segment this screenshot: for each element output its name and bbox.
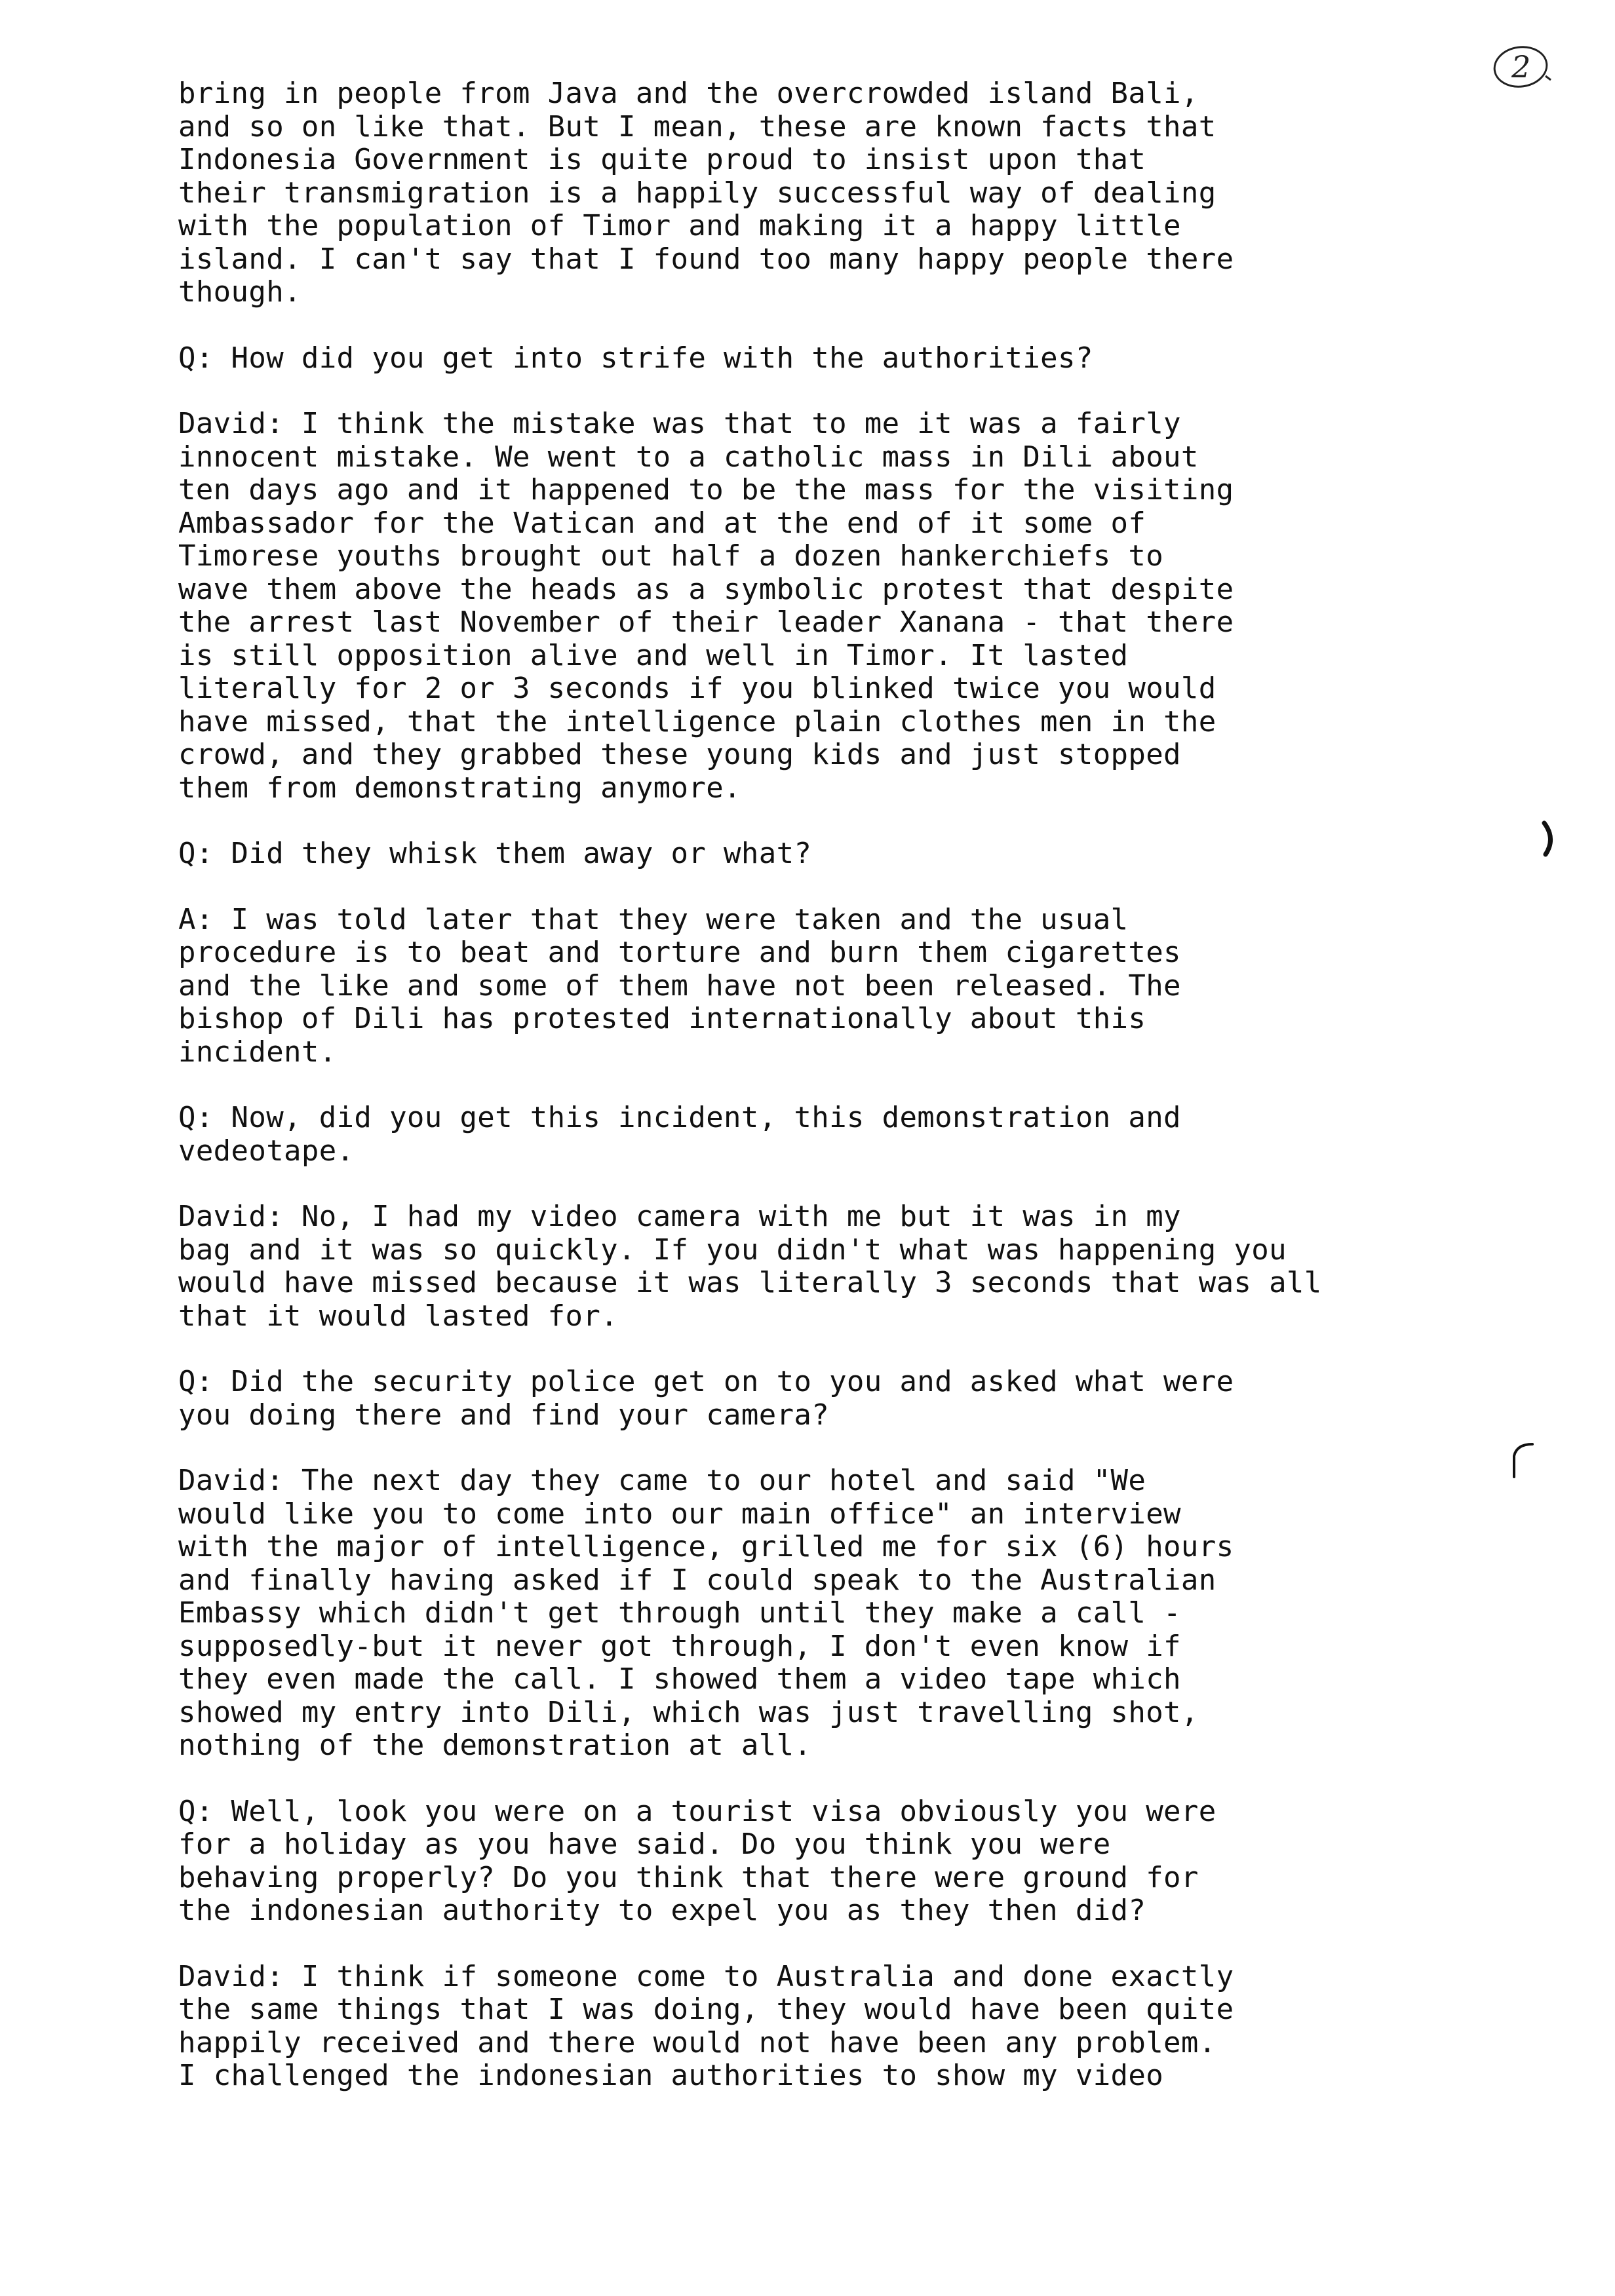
- text-line: literally for 2 or 3 seconds if you blinked twice you would: [178, 672, 1216, 705]
- transcript-paragraph: [178, 837, 1555, 871]
- text-line: bishop of Dili has protested internationally about this: [178, 1002, 1146, 1035]
- text-line: Q: Well, look you were on a tourist visa obviously you were: [178, 1794, 1216, 1828]
- text-line: supposedly-but it never got through, I don't even know if: [178, 1629, 1181, 1663]
- text-line: and finally having asked if I could speak to the Australian: [178, 1563, 1216, 1597]
- text-line: Timorese youths brought out half a dozen hankerchiefs to: [178, 539, 1164, 573]
- text-line: that it would lasted for.: [178, 1299, 619, 1333]
- text-line: Indonesia Government is quite proud to insist upon that: [178, 143, 1146, 176]
- text-line: Q: Did they whisk them away or what?: [178, 837, 812, 870]
- text-line: the same things that I was doing, they would have been quite: [178, 1993, 1234, 2026]
- text-line: crowd, and they grabbed these young kids and just stopped: [178, 738, 1181, 771]
- transcript-paragraph: [178, 1961, 1555, 2093]
- transcript-paragraph: [178, 342, 1555, 375]
- text-line: though.: [178, 275, 302, 309]
- text-line: I challenged the indonesian authorities to show my video: [178, 2059, 1164, 2092]
- text-line: their transmigration is a happily successful way of dealing: [178, 176, 1216, 210]
- text-line: Q: Now, did you get this incident, this demonstration and: [178, 1101, 1181, 1134]
- text-line: incident.: [178, 1035, 337, 1069]
- text-line: with the major of intelligence, grilled me for six (6) hours: [178, 1530, 1234, 1563]
- text-line: innocent mistake. We went to a catholic mass in Dili about: [178, 440, 1199, 474]
- text-line: David: I think if someone come to Australia and done exactly: [178, 1959, 1234, 1993]
- transcript-paragraph: [178, 77, 1555, 309]
- text-line: happily received and there would not have been any problem.: [178, 2025, 1216, 2059]
- text-line: behaving properly? Do you think that there were ground for: [178, 1860, 1199, 1894]
- transcript-paragraph: [178, 1795, 1555, 1928]
- text-line: would have missed because it was literally 3 seconds that was all: [178, 1266, 1322, 1299]
- text-line: Embassy which didn't get through until they make a call -: [178, 1596, 1181, 1630]
- text-line: and the like and some of them have not been released. The: [178, 968, 1181, 1003]
- text-line: island. I can't say that I found too many happy people there: [178, 242, 1234, 276]
- text-line: Ambassador for the Vatican and at the end of it some of: [178, 506, 1146, 540]
- transcript-paragraph: [178, 408, 1555, 805]
- text-line: A: I was told later that they were taken and the usual: [178, 902, 1129, 936]
- text-line: David: No, I had my video camera with me but it was in my: [178, 1200, 1181, 1233]
- text-line: with the population of Timor and making it a happy little: [178, 209, 1181, 242]
- text-line: ten days ago and it happened to be the mass for the visiting: [178, 473, 1234, 507]
- transcript-paragraph: [178, 1101, 1555, 1168]
- text-line: them from demonstrating anymore.: [178, 771, 741, 805]
- text-line: the arrest last November of their leader Xanana - that there: [178, 605, 1234, 639]
- text-line: Q: Did the security police get on to you and asked what were: [178, 1365, 1234, 1398]
- transcript-paragraph: [178, 1366, 1555, 1432]
- transcript-paragraph: [178, 1464, 1555, 1763]
- text-line: would like you to come into our main office" an interview: [178, 1497, 1181, 1531]
- transcript-paragraph: [178, 1200, 1555, 1333]
- transcript-text: [178, 77, 1555, 2126]
- page-number-text: 2: [1511, 49, 1531, 85]
- text-line: showed my entry into Dili, which was just travelling shot,: [178, 1695, 1199, 1729]
- text-line: nothing of the demonstration at all.: [178, 1729, 812, 1762]
- text-line: have missed, that the intelligence plain clothes men in the: [178, 704, 1216, 738]
- text-line: for a holiday as you have said. Do you think you were: [178, 1827, 1111, 1861]
- text-line: wave them above the heads as a symbolic protest that despite: [178, 572, 1234, 606]
- text-line: Q: How did you get into strife with the authorities?: [178, 341, 1093, 375]
- text-line: procedure is to beat and torture and burn them cigarettes: [178, 936, 1181, 969]
- text-line: David: I think the mistake was that to me it was a fairly: [178, 407, 1181, 440]
- text-line: you doing there and find your camera?: [178, 1398, 830, 1432]
- text-line: is still opposition alive and well in Timor. It lasted: [178, 638, 1129, 672]
- text-line: David: The next day they came to our hotel and said "We: [178, 1464, 1146, 1497]
- text-line: they even made the call. I showed them a video tape which: [178, 1662, 1181, 1696]
- transcript-paragraph: [178, 904, 1555, 1069]
- text-line: and so on like that. But I mean, these are known facts that: [178, 109, 1216, 144]
- text-line: bag and it was so quickly. If you didn't what was happening you: [178, 1233, 1287, 1267]
- text-line: bring in people from Java and the overcrowded island Bali,: [178, 77, 1199, 110]
- text-line: vedeotape.: [178, 1134, 355, 1168]
- text-line: the indonesian authority to expel you as they then did?: [178, 1894, 1146, 1927]
